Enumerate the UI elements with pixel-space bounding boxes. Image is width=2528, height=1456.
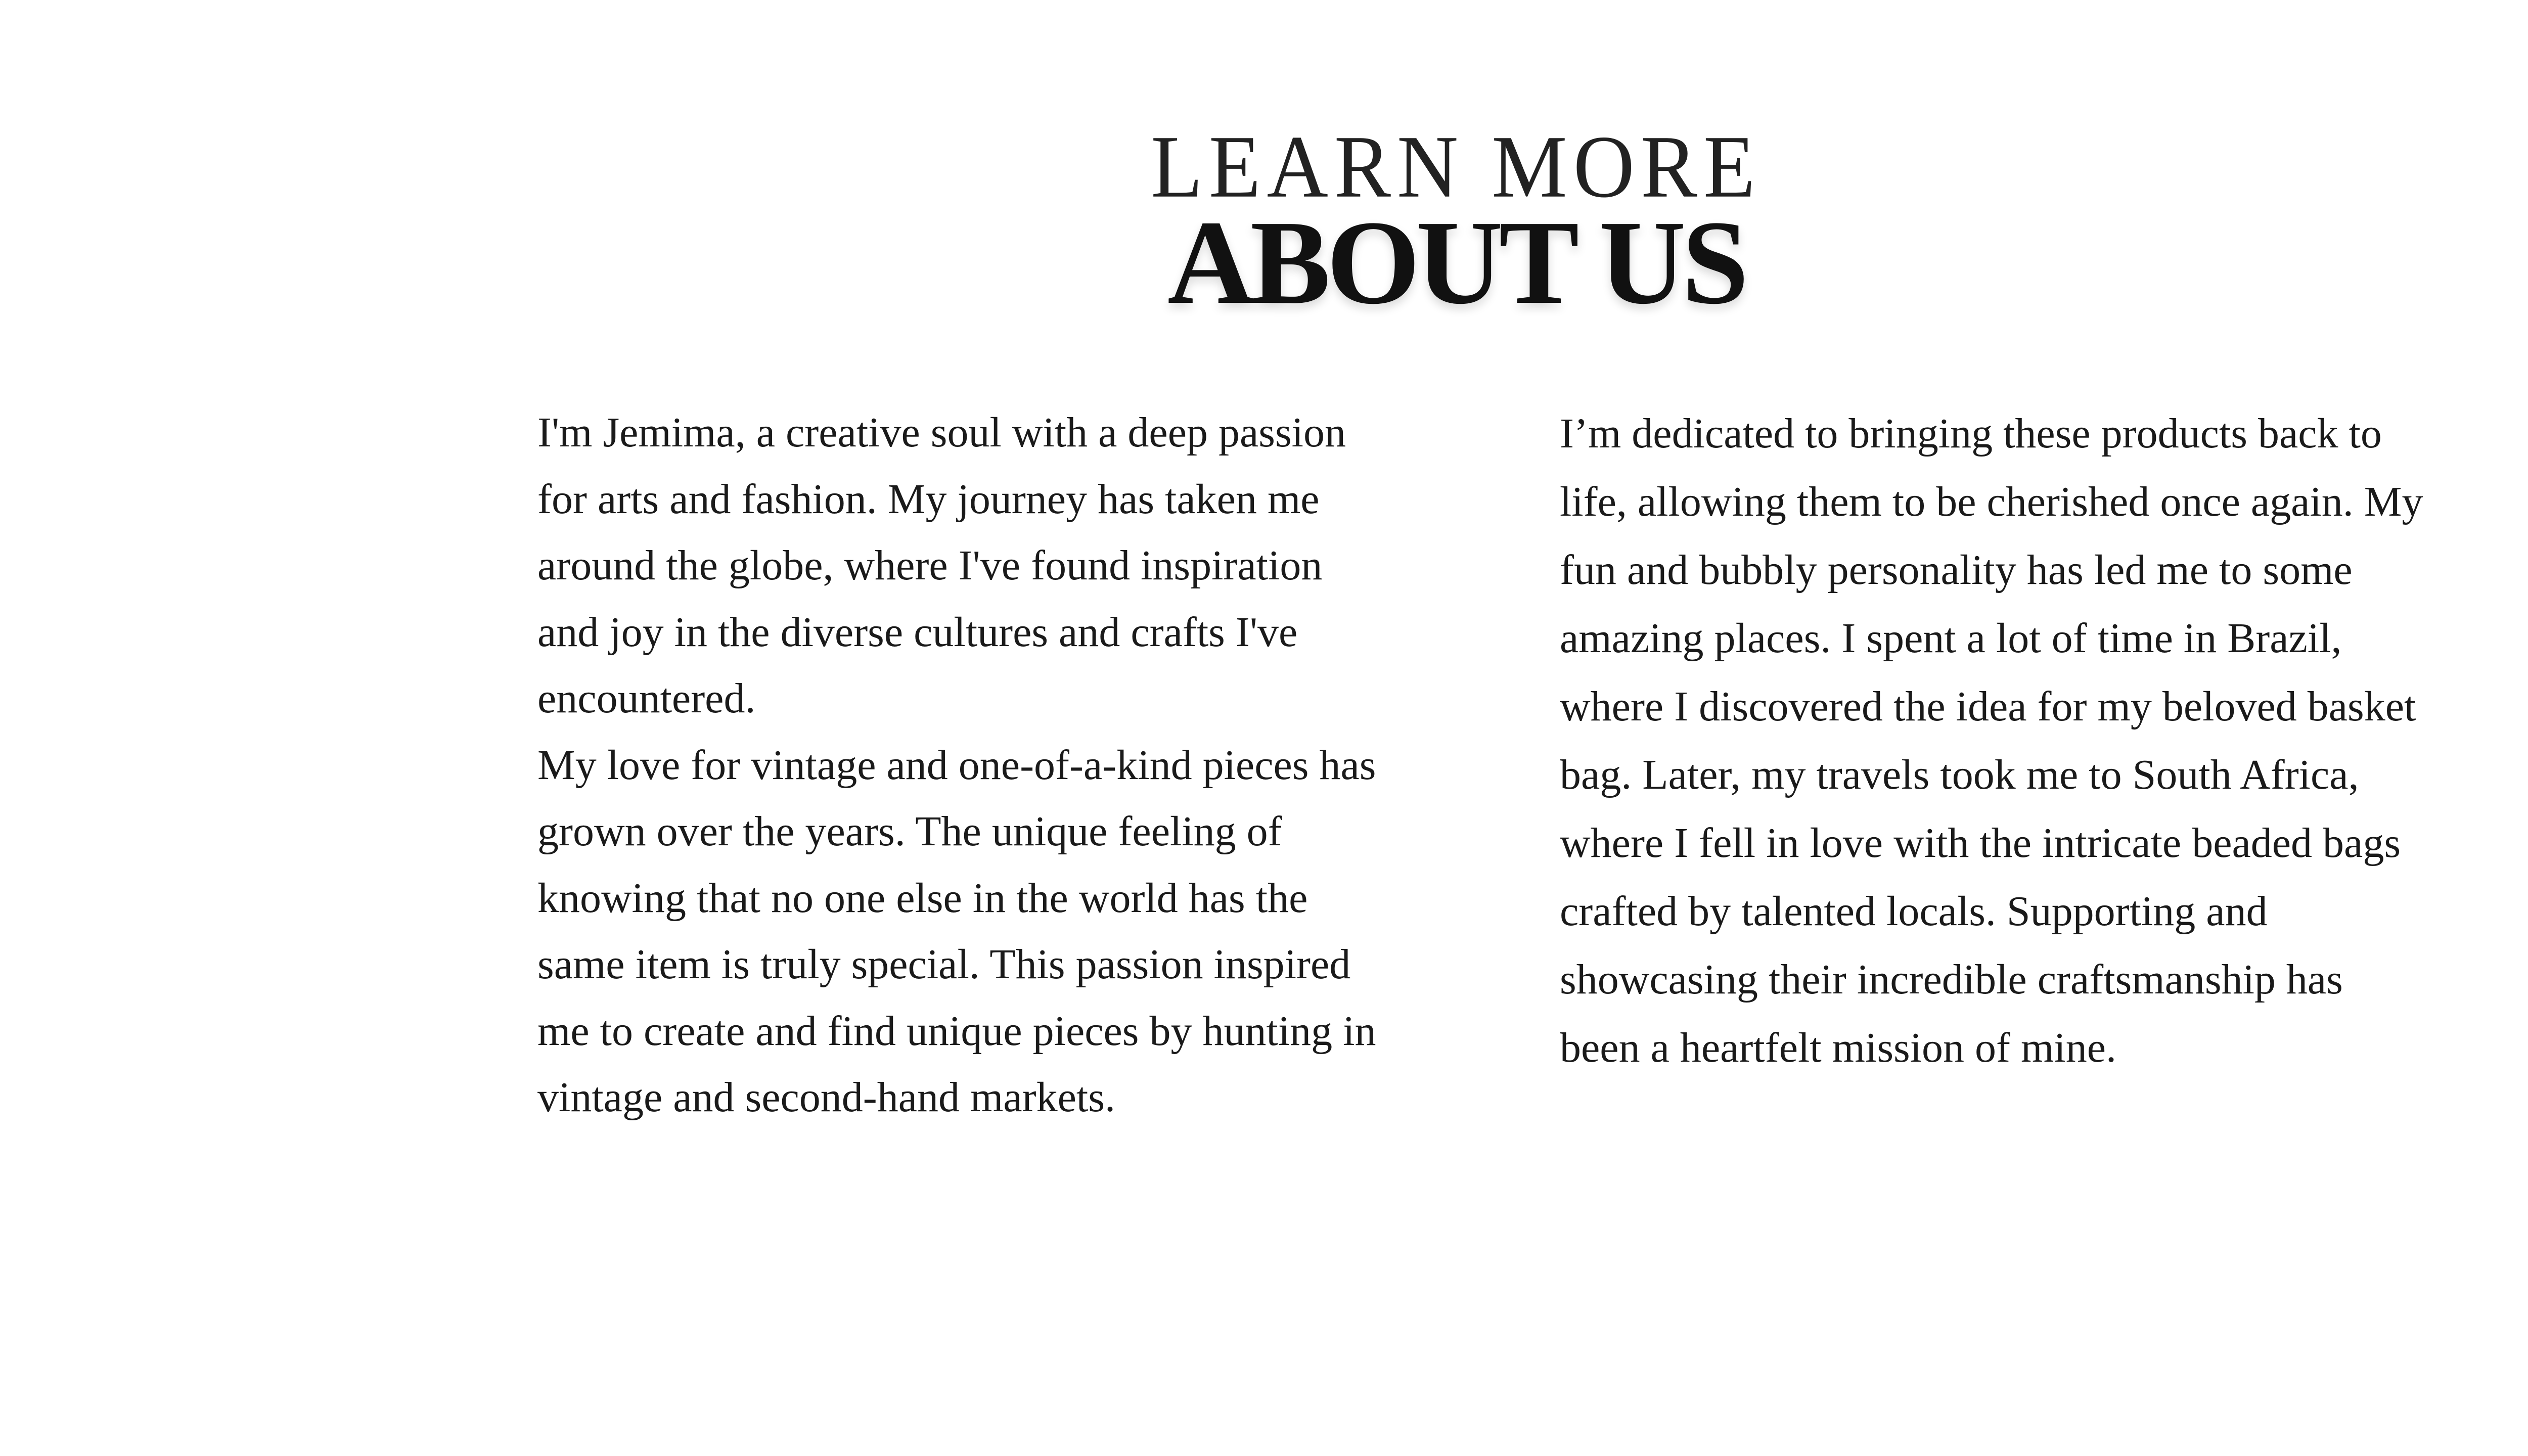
section-title: ABOUT US [1167,196,1745,329]
about-left-column [537,399,1387,1131]
about-paragraph-vintage: My love for vintage and one-of-a-kind pieces has grown over the years. The unique feeling of knowing that no one else in the world has the same item is truly special. This passion inspired me to create and find unique pieces by hunting in vintage and second-hand markets. [537,741,1376,1121]
section-eyebrow: LEARN MORE [1151,117,1762,216]
about-paragraph-intro: I'm Jemima, a creative soul with a deep passion for arts and fashion. My journey has taken me around the globe, where I've found inspiration and joy in the diverse cultures and crafts I've encountered. [537,409,1346,722]
about-right-column [1560,399,2429,1082]
about-paragraph-mission: I’m dedicated to bringing these products back to life, allowing them to be cherished once again. My fun and bubbly personality has led me to some amazing places. I spent a lot of time in Brazil, where I discovered the idea for my beloved basket bag. Later, my travels took me to South Africa, where I fell in love with the intricate beaded bags crafted by talented locals. Supporting and showcasing their incredible craftsmanship has been a heartfelt mission of mine. [1560,410,2423,1071]
